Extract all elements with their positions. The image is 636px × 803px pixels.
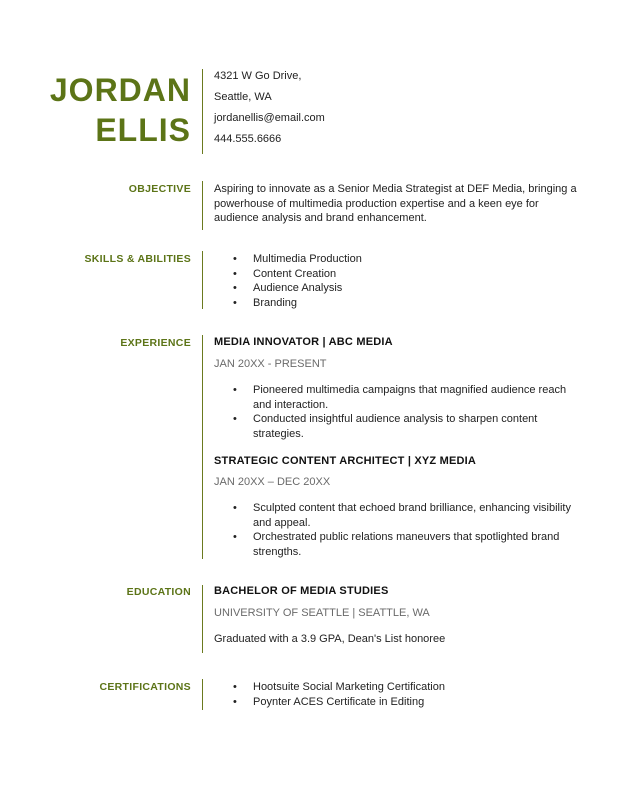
job-entry	[214, 455, 594, 467]
job-bullets	[214, 501, 594, 559]
bullet-icon: •	[233, 695, 237, 708]
bullet-line: strengths.	[253, 545, 302, 558]
contact-address-line2: Seattle, WA	[214, 91, 272, 103]
contact-block	[214, 66, 594, 150]
job-bullets-wrap	[214, 383, 594, 441]
contact-email: jordanellis@email.com	[214, 112, 325, 124]
list-item	[214, 501, 594, 530]
objective-divider	[202, 181, 203, 230]
bullet-line: Conducted insightful audience analysis to sharpen content	[253, 413, 538, 425]
bullet-line: Sculpted content that echoed brand brilliance, enhancing visibility	[253, 502, 571, 514]
bullet-icon: •	[233, 681, 237, 693]
bullet-icon: •	[233, 384, 237, 396]
list-item	[214, 530, 594, 559]
list-item	[214, 267, 594, 282]
skills-divider	[202, 251, 203, 309]
job-dates-wrap	[214, 358, 594, 370]
education-degree-wrap	[214, 585, 594, 597]
certifications-list	[214, 680, 594, 709]
header-divider	[202, 69, 203, 154]
skill-text: Multimedia Production	[253, 253, 362, 265]
list-item	[214, 296, 594, 311]
job-bullets-wrap	[214, 501, 594, 559]
list-item	[214, 680, 594, 695]
last-name: ELLIS	[95, 112, 191, 148]
objective-text	[214, 182, 594, 226]
skill-text: Branding	[253, 296, 298, 309]
list-item	[214, 412, 594, 441]
bullet-icon: •	[233, 502, 237, 514]
bullet-icon: •	[233, 267, 237, 280]
list-item	[214, 252, 594, 267]
bullet-icon: •	[233, 413, 237, 425]
bullet-line: and interaction.	[253, 398, 329, 411]
bullet-icon: •	[233, 531, 237, 543]
objective-line: powerhouse of multimedia production expertise and a keen eye for	[214, 197, 539, 210]
skill-text: Audience Analysis	[253, 282, 343, 294]
education-degree: BACHELOR OF MEDIA STUDIES	[214, 585, 389, 597]
education-school: UNIVERSITY OF SEATTLE | SEATTLE, WA	[214, 607, 430, 619]
list-item	[214, 695, 594, 710]
bullet-icon: •	[233, 253, 237, 265]
job-title: MEDIA INNOVATOR | ABC MEDIA	[214, 336, 393, 348]
skills-list-wrap	[214, 252, 594, 310]
contact-address-line1: 4321 W Go Drive,	[214, 70, 302, 82]
name-block	[0, 70, 191, 150]
bullet-line: Orchestrated public relations maneuvers that spotlighted brand	[253, 531, 560, 543]
list-item	[214, 383, 594, 412]
skills-list	[214, 252, 594, 310]
certification-text: Hootsuite Social Marketing Certification	[253, 681, 445, 693]
bullet-line: and appeal.	[253, 516, 311, 529]
education-note-wrap	[214, 632, 594, 647]
experience-divider	[202, 335, 203, 559]
certifications-list-wrap	[214, 680, 594, 709]
education-label: EDUCATION	[126, 586, 191, 598]
education-note: Graduated with a 3.9 GPA, Dean's List honoree	[214, 633, 446, 645]
certifications-divider	[202, 679, 203, 710]
job-dates-wrap	[214, 476, 594, 488]
bullet-line: strategies.	[253, 427, 304, 440]
certification-text: Poynter ACES Certificate in Editing	[253, 695, 425, 708]
job-dates: JAN 20XX – DEC 20XX	[214, 476, 331, 488]
bullet-line: Pioneered multimedia campaigns that magnified audience reach	[253, 384, 567, 396]
education-school-wrap	[214, 607, 594, 619]
job-dates: JAN 20XX - PRESENT	[214, 358, 327, 370]
contact-phone: 444.555.6666	[214, 133, 282, 145]
list-item	[214, 281, 594, 296]
certifications-label: CERTIFICATIONS	[99, 681, 191, 693]
objective-line: audience analysis and brand enhancement.	[214, 212, 427, 224]
bullet-icon: •	[233, 296, 237, 309]
skills-label: SKILLS & ABILITIES	[84, 253, 191, 265]
bullet-icon: •	[233, 282, 237, 294]
experience-label: EXPERIENCE	[120, 337, 191, 349]
objective-line: Aspiring to innovate as a Senior Media Strategist at DEF Media, bringing a	[214, 183, 577, 195]
job-bullets	[214, 383, 594, 441]
job-title: STRATEGIC CONTENT ARCHITECT | XYZ MEDIA	[214, 455, 477, 467]
skill-text: Content Creation	[253, 267, 337, 280]
job-entry	[214, 336, 594, 348]
objective-label: OBJECTIVE	[128, 183, 191, 195]
first-name: JORDAN	[49, 72, 191, 108]
education-divider	[202, 585, 203, 653]
